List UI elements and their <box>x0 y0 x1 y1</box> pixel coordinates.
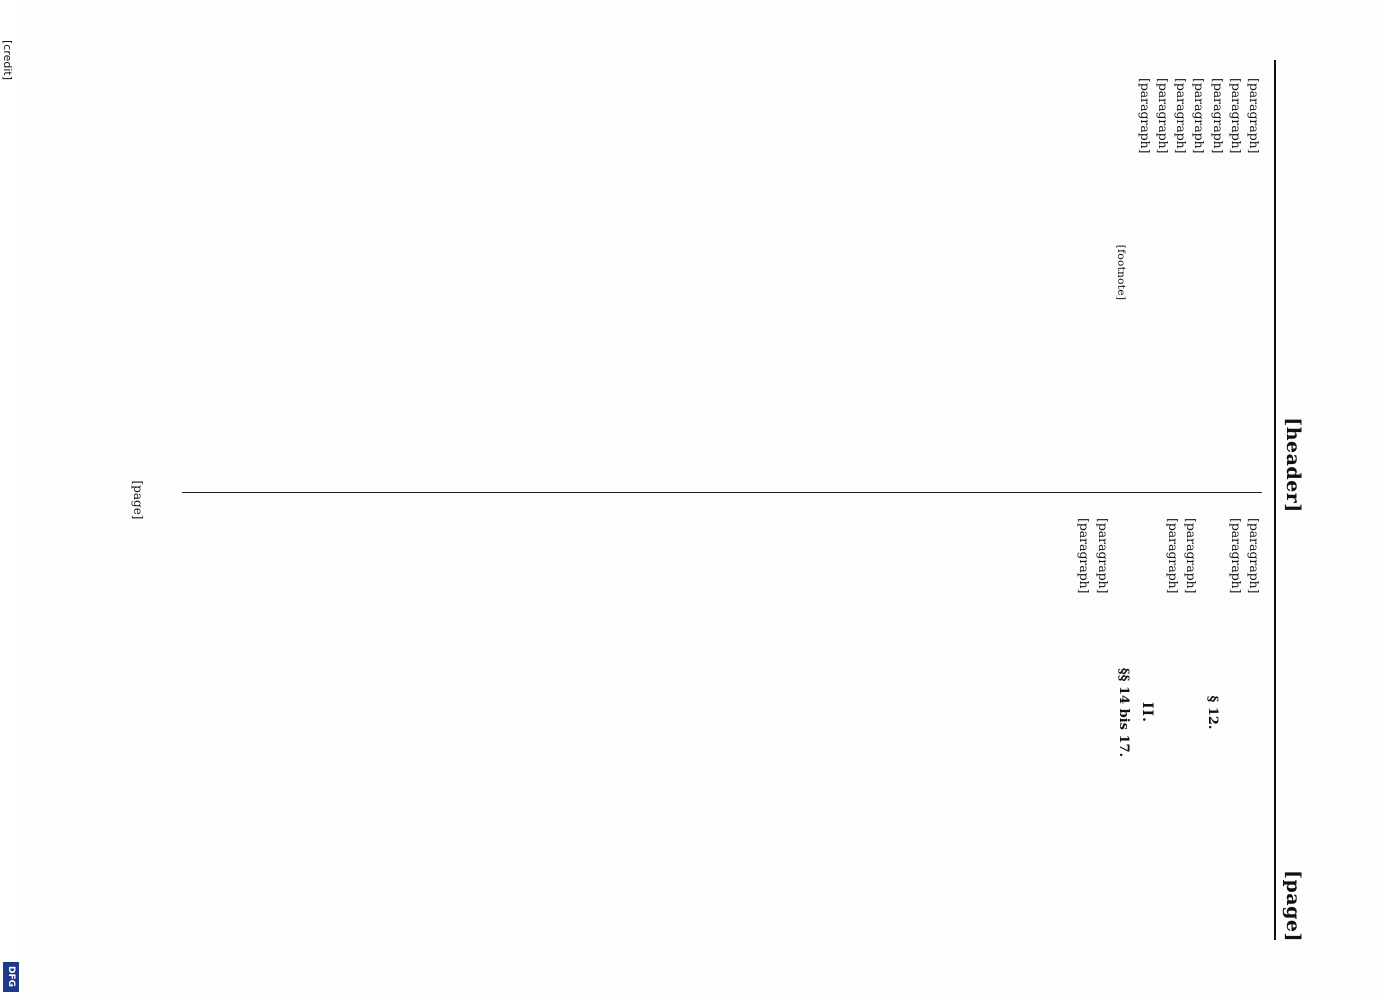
paragraph: [paragraph] <box>1184 518 1200 594</box>
paragraph: [paragraph] <box>1247 78 1262 154</box>
dfg-logo-icon: DFG <box>3 962 19 992</box>
credit-text: [credit] <box>1 40 14 81</box>
paragraph: [paragraph] <box>1077 518 1093 594</box>
paragraph: [paragraph] <box>1166 518 1182 594</box>
section-subheading: §§ 14 bis 17. <box>1115 667 1131 758</box>
paragraph: [paragraph] <box>1228 78 1244 154</box>
footnote: [footnote] <box>1114 244 1127 301</box>
paragraph: [paragraph] <box>1174 78 1190 154</box>
digitization-credit <box>0 0 22 1000</box>
paragraph: [paragraph] <box>1228 518 1244 594</box>
header-page-ref: [page] <box>1282 870 1304 942</box>
paragraph: [paragraph] <box>1137 78 1153 154</box>
left-column <box>162 60 1262 485</box>
section-heading-12: § 12. <box>1204 695 1220 730</box>
paragraph: [paragraph] <box>1155 78 1171 154</box>
printed-page <box>80 0 1310 1000</box>
page-header <box>1274 60 1310 940</box>
paragraph: [paragraph] <box>1095 518 1111 594</box>
column-divider <box>182 492 1262 493</box>
page-number: [page] <box>131 480 145 520</box>
right-column <box>162 500 1262 925</box>
paragraph: [paragraph] <box>1247 518 1262 594</box>
header-title: [header] <box>1282 417 1304 513</box>
paragraph: [paragraph] <box>1192 78 1208 154</box>
section-heading-ii: II. <box>1138 702 1155 723</box>
paragraph: [paragraph] <box>1210 78 1226 154</box>
